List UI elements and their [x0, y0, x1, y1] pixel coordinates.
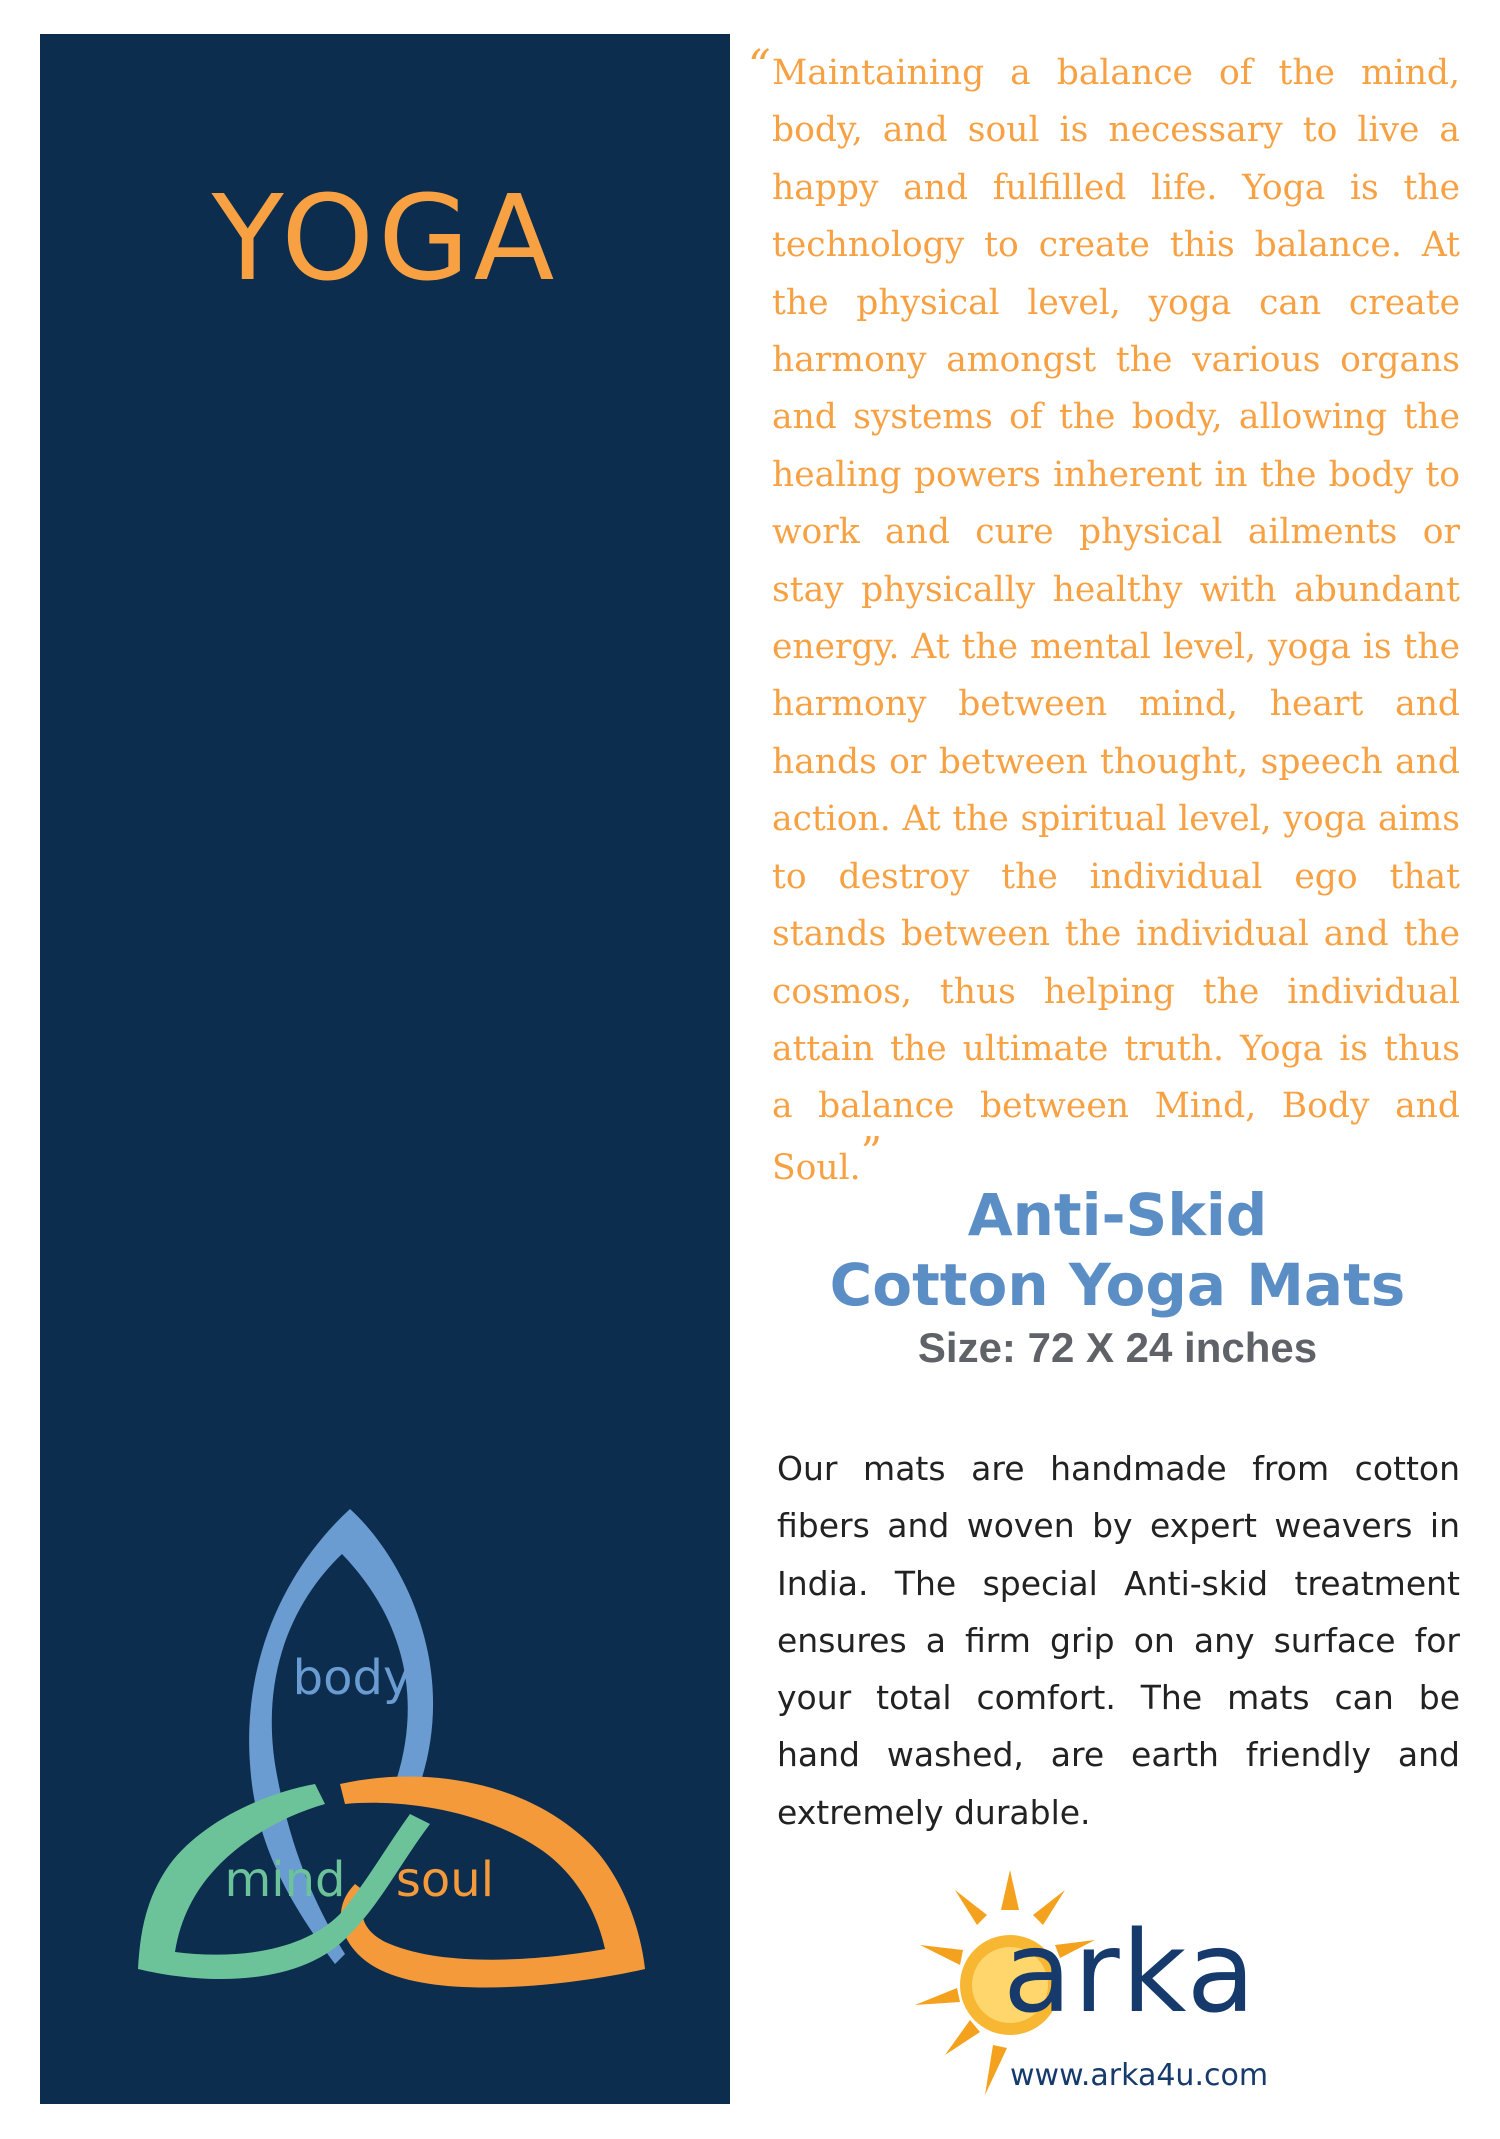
mind-label: mind — [224, 1852, 346, 1908]
soul-label: soul — [395, 1852, 495, 1908]
brand-name: arka — [1003, 1908, 1258, 2038]
mind-body-soul-logo — [100, 1464, 720, 2064]
quote-open-mark: “ — [748, 41, 771, 92]
yoga-title: YOGA — [211, 169, 559, 307]
quote-text: Maintaining a balance of the mind, body, and soul is necessary to live a happy and fulfilled life. Yoga is the technology to create this balance. At the physical level, yoga can create harmony amongst the various organs and systems of the body, allowing the healing powers inherent in the body to work and cure physical ailments or stay physically healthy with abundant energy. At the mental level, yoga is the harmony between mind, heart and hands or between thought, speech and action. At the spiritual level, yoga aims to destroy the individual ego that stands between the individual and the cosmos, thus helping the individual attain the ultimate truth. Yoga is thus a balance between Mind, Body and Soul. — [772, 53, 1460, 1188]
brand-url[interactable]: www.arka4u.com — [1010, 2058, 1269, 2093]
product-title-line1: Anti-Skid — [967, 1181, 1268, 1249]
product-heading — [770, 1180, 1465, 1376]
product-title-line2: Cotton Yoga Mats — [829, 1251, 1406, 1319]
body-label: body — [292, 1650, 412, 1706]
quote-block — [748, 41, 1460, 1197]
left-panel — [40, 34, 730, 2104]
product-description: Our mats are handmade from cotton fibers and woven by expert weavers in India. The special Anti-skid treatment ensures a firm grip on any surface for your total comfort. The mats can be hand washed, are earth friendly and extremely durable. — [777, 1449, 1460, 1832]
product-size: Size: 72 X 24 inches — [917, 1324, 1318, 1371]
brand-logo — [915, 1870, 1385, 2100]
quote-close-mark: ” — [860, 1127, 883, 1177]
